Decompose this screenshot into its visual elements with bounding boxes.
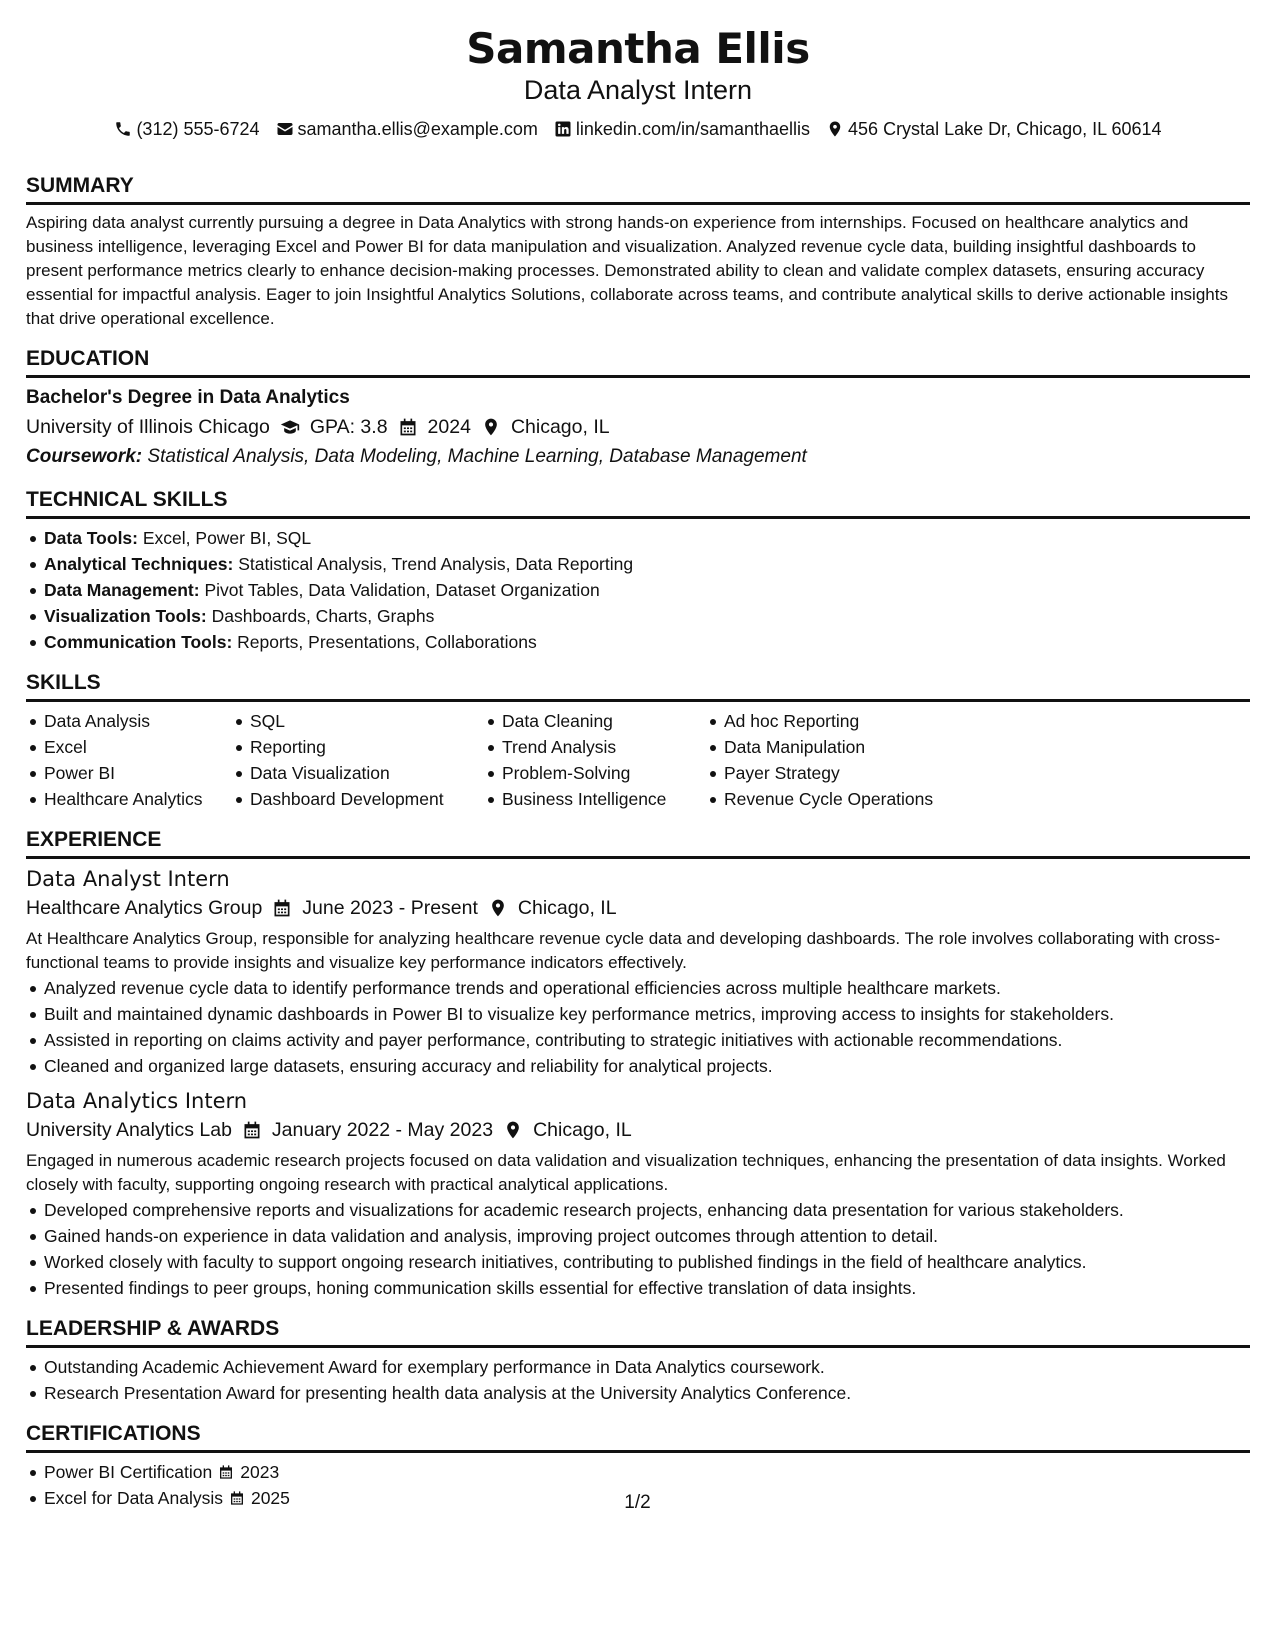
calendar-icon (242, 1120, 262, 1140)
skills-grid (26, 708, 1250, 812)
list-item (26, 551, 1250, 577)
list-item: Healthcare Analytics (26, 786, 232, 812)
company-name: Healthcare Analytics Group (26, 897, 263, 919)
skills-column (706, 708, 966, 812)
page-number: 1/2 (624, 1492, 651, 1513)
calendar-icon (218, 1464, 234, 1480)
candidate-title: Data Analyst Intern (523, 75, 753, 105)
job-meta (26, 1115, 1250, 1145)
list-item: Worked closely with faculty to support ongoing research initiatives, contributing to published findings in the field of healthcare analytics. (26, 1249, 1250, 1275)
map-pin-icon (481, 417, 501, 437)
list-item: Problem-Solving (484, 760, 706, 786)
job-meta (26, 893, 1250, 923)
skills-section (26, 669, 1250, 812)
list-item: Cleaned and organized large datasets, ensuring accuracy and reliability for analytical projects. (26, 1053, 1250, 1079)
skill-values: Excel, Power BI, SQL (142, 528, 312, 548)
company-name: University Analytics Lab (26, 1119, 232, 1141)
list-item: Reporting (232, 734, 484, 760)
list-item: Data Cleaning (484, 708, 706, 734)
job-description: Engaged in numerous academic research projects focused on data validation and visualization techniques, enhancing the presentation of data insights. Worked closely with faculty, supporting ongoing research with practical analytical applications. (26, 1151, 1226, 1194)
technical-skills-list (26, 525, 1250, 655)
graduation-year: 2024 (427, 416, 471, 438)
skill-category: Data Tools: (44, 528, 138, 548)
job-bullets (26, 975, 1250, 1079)
skills-column (232, 708, 484, 812)
list-item: Presented findings to peer groups, honing communication skills essential for effective translation of data insights. (26, 1275, 1250, 1301)
section-heading: TECHNICAL SKILLS (26, 486, 1250, 519)
list-item: Ad hoc Reporting (706, 708, 966, 734)
map-pin-icon (488, 898, 508, 918)
section-heading: LEADERSHIP & AWARDS (26, 1315, 1250, 1348)
job-dates: June 2023 - Present (302, 897, 478, 919)
job-location: Chicago, IL (517, 897, 617, 919)
list-item: Trend Analysis (484, 734, 706, 760)
list-item: Data Analysis (26, 708, 232, 734)
job-title: Data Analyst Intern (26, 867, 230, 891)
job-entry (26, 1087, 1250, 1301)
contact-email[interactable] (276, 116, 538, 142)
coursework-list: Statistical Analysis, Data Modeling, Machine Learning, Database Management (147, 446, 807, 467)
skill-values: Statistical Analysis, Trend Analysis, Data Reporting (238, 554, 634, 574)
graduation-cap-icon (280, 417, 300, 437)
list-item (26, 577, 1250, 603)
section-heading: SUMMARY (26, 172, 1250, 205)
map-pin-icon (503, 1120, 523, 1140)
list-item: SQL (232, 708, 484, 734)
list-item: Data Visualization (232, 760, 484, 786)
summary-text: Aspiring data analyst currently pursuing a degree in Data Analytics with strong hands-on experience from internships. Focused on healthcare analytics and business intelligence, leveraging Excel and Power BI for data manipulation and visualization. Analyzed revenue cycle data, building insightful dashboards to present performance metrics clearly to enhance decision-making processes. Demonstrated ability to clean and validate complex datasets, ensuring accuracy essential for impactful analysis. Eager to join Insightful Analytics Solutions, collaborate across teams, and contribute analytical skills to derive actionable insights that drive operational excellence. (26, 213, 1228, 328)
school-name: University of Illinois Chicago (26, 416, 270, 438)
list-item: Business Intelligence (484, 786, 706, 812)
resume-header (26, 0, 1250, 142)
skill-values: Dashboards, Charts, Graphs (211, 606, 435, 626)
education-section (26, 345, 1250, 472)
email-text: samantha.ellis@example.com (297, 119, 538, 139)
job-description: At Healthcare Analytics Group, responsible for analyzing healthcare revenue cycle data and developing dashboards. The role involves collaborating with cross-functional teams to provide insights and visualize key performance indicators effectively. (26, 929, 1221, 972)
certification-name: Power BI Certification (44, 1462, 213, 1482)
envelope-icon (276, 120, 294, 138)
certification-year: 2025 (250, 1488, 290, 1508)
section-heading: EXPERIENCE (26, 826, 1250, 859)
skill-category: Communication Tools: (44, 632, 233, 652)
education-location: Chicago, IL (510, 416, 610, 438)
job-location: Chicago, IL (533, 1119, 632, 1141)
list-item (26, 603, 1250, 629)
contact-address (826, 116, 1162, 142)
contact-linkedin[interactable] (554, 116, 810, 142)
candidate-name: Samantha Ellis (466, 24, 810, 73)
experience-section (26, 826, 1250, 1301)
list-item (26, 1459, 1250, 1485)
gpa: GPA: 3.8 (309, 416, 388, 438)
phone-text: (312) 555-6724 (136, 119, 260, 139)
job-entry (26, 865, 1250, 1079)
job-dates: January 2022 - May 2023 (271, 1119, 494, 1141)
list-item: Outstanding Academic Achievement Award for exemplary performance in Data Analytics coursework. (26, 1354, 1250, 1380)
certification-year: 2023 (240, 1462, 280, 1482)
awards-list (26, 1354, 1250, 1406)
calendar-icon (398, 417, 418, 437)
coursework-label: Coursework: (26, 446, 143, 467)
list-item: Built and maintained dynamic dashboards in Power BI to visualize key performance metrics, improving access to insights for stakeholders. (26, 1001, 1250, 1027)
section-heading: SKILLS (26, 669, 1250, 702)
map-pin-icon (826, 120, 844, 138)
list-item: Data Manipulation (706, 734, 966, 760)
list-item: Payer Strategy (706, 760, 966, 786)
summary-section (26, 172, 1250, 331)
list-item: Revenue Cycle Operations (706, 786, 966, 812)
list-item: Gained hands-on experience in data validation and analysis, improving project outcomes through attention to detail. (26, 1223, 1250, 1249)
skill-values: Pivot Tables, Data Validation, Dataset Organization (204, 580, 600, 600)
list-item (26, 525, 1250, 551)
address-text: 456 Crystal Lake Dr, Chicago, IL 60614 (848, 119, 1162, 139)
skill-category: Data Management: (44, 580, 200, 600)
linkedin-text: linkedin.com/in/samanthaellis (575, 119, 811, 139)
list-item: Dashboard Development (232, 786, 484, 812)
section-heading: CERTIFICATIONS (26, 1420, 1250, 1453)
certification-name: Excel for Data Analysis (44, 1488, 223, 1508)
contact-bar (26, 116, 1250, 142)
skill-category: Visualization Tools: (44, 606, 207, 626)
list-item: Developed comprehensive reports and visualizations for academic research projects, enhancing data presentation for various stakeholders. (26, 1197, 1250, 1223)
education-meta (26, 412, 1250, 442)
list-item: Assisted in reporting on claims activity and payer performance, contributing to strategic initiatives with actionable recommendations. (26, 1027, 1250, 1053)
skills-column (484, 708, 706, 812)
job-bullets (26, 1197, 1250, 1301)
list-item (26, 629, 1250, 655)
list-item: Research Presentation Award for presenting health data analysis at the University Analytics Conference. (26, 1380, 1250, 1406)
job-title: Data Analytics Intern (26, 1089, 248, 1113)
list-item: Power BI (26, 760, 232, 786)
list-item: Analyzed revenue cycle data to identify performance trends and operational efficiencies across multiple healthcare markets. (26, 975, 1250, 1001)
resume-page (26, 0, 1250, 1511)
certification (44, 1459, 1250, 1485)
contact-phone[interactable] (114, 116, 259, 142)
leadership-section (26, 1315, 1250, 1406)
section-heading: EDUCATION (26, 345, 1250, 378)
list-item: Excel (26, 734, 232, 760)
linkedin-icon (554, 120, 572, 138)
calendar-icon (272, 898, 292, 918)
skill-category: Analytical Techniques: (44, 554, 234, 574)
coursework (26, 442, 1250, 472)
technical-skills-section (26, 486, 1250, 655)
degree-title: Bachelor's Degree in Data Analytics (26, 387, 350, 408)
phone-icon (114, 120, 132, 138)
skills-column (26, 708, 232, 812)
skill-values: Reports, Presentations, Collaborations (237, 632, 537, 652)
